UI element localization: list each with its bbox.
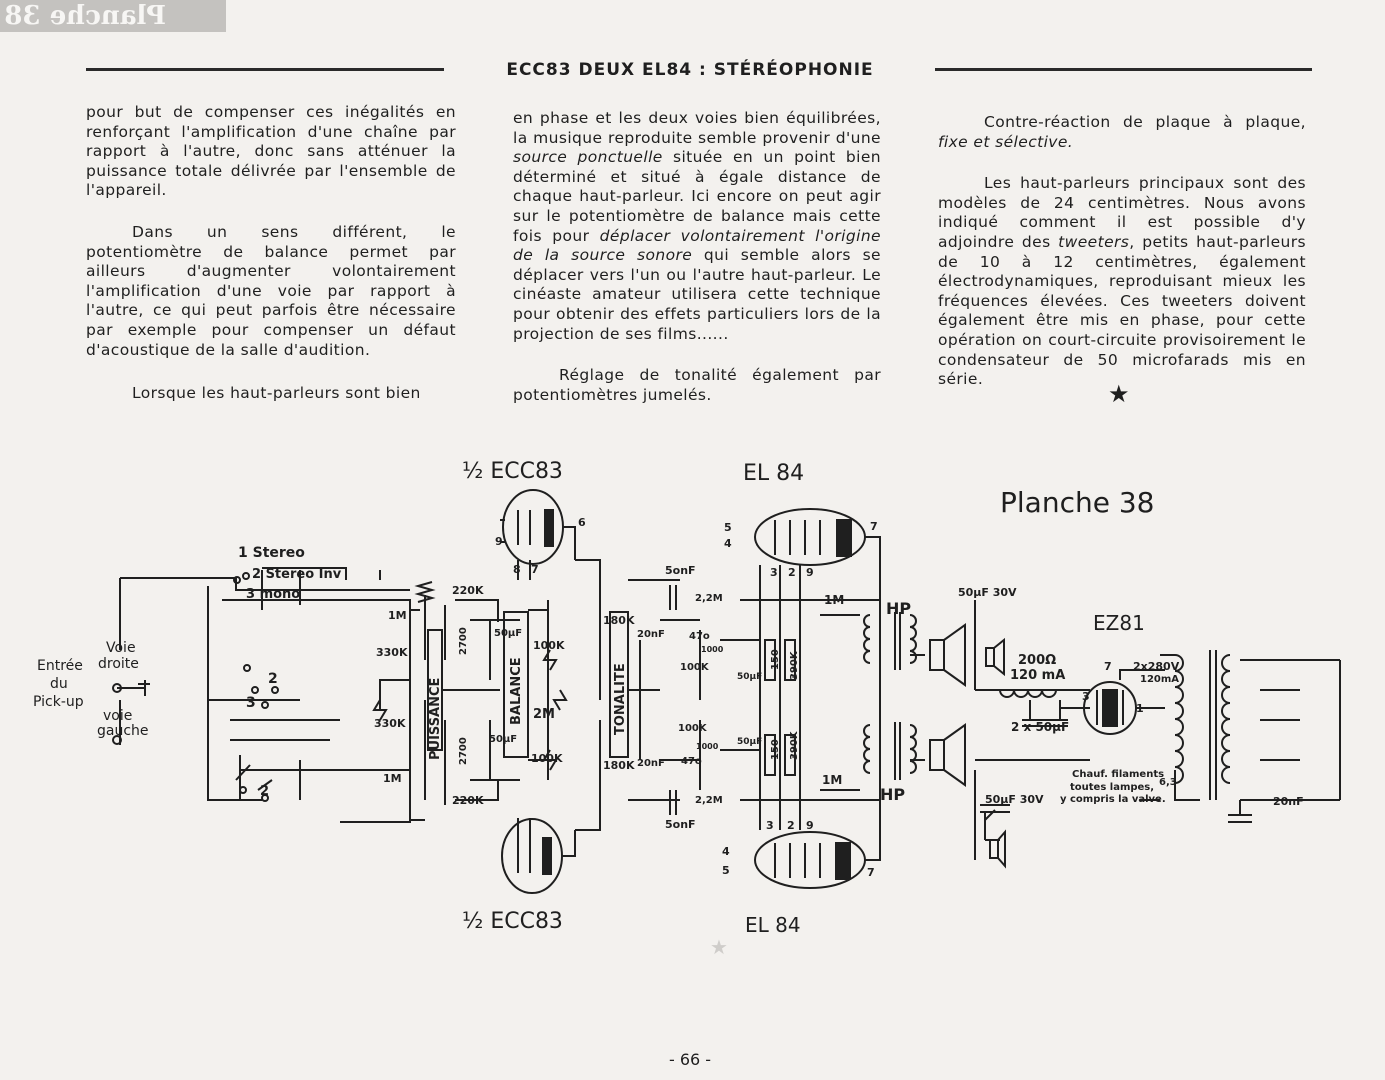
label-c-100o-top: 1000 [701,645,724,654]
label-c-100o-bottom: 1000 [696,742,719,751]
corner-tab: Planche 38 [0,0,226,32]
label-v-63: 6,3 [1159,777,1177,788]
col3-p2-a: Les haut-parleurs principaux sont des modèles de 24 centimètres. Nous avons indiqué comment il est possible d'y adjoindre des [938,174,1306,251]
col2-p1-a: en phase et les deux voies bien équilibrées, la musique reproduite semble provenir d'une [513,109,881,147]
col1-paragraph-3: Lorsque les haut-parleurs sont bien [132,384,421,403]
pin-7-el84-top: 7 [870,520,878,533]
col2-paragraph-2: Réglage de tonalité également par potentiomètres jumelés. [513,366,881,404]
pin-7-ez81: 7 [1104,660,1112,673]
label-c-20nf-top: 20nF [637,629,665,640]
label-r-390k-bottom: 390K [789,731,800,760]
label-heater-1: Chauf. filaments [1072,769,1165,780]
label-r-22m-bottom: 2,2M [695,795,723,806]
label-r-330k-bottom: 330K [374,717,406,730]
pin-7-el84-bottom: 7 [867,866,875,879]
label-r-2m: 2M [533,707,555,722]
label-r-150-bottom: 150 [770,739,781,760]
pin-2-bottom: 2 [787,819,795,832]
label-c-20nf-bottom: 20nF [637,758,665,769]
pin-3-top: 3 [770,566,778,579]
label-hp-bottom: HP [880,785,906,804]
label-puissance: PUISSANCE [428,677,443,760]
label-r-100k-tone-top: 100K [680,662,709,673]
pin-1-ez81: 1 [1136,702,1144,715]
label-input-2: du [50,676,68,692]
label-r-220k-bottom: 220K [452,794,484,807]
label-r-390k-top: 390K [789,651,800,680]
label-switch-stereo-inv: 2 Stereo Inv [252,567,342,582]
label-input-1: Entrée [37,658,83,674]
label-c-20nf-b: 20nF [1273,795,1304,808]
pin-4-top: 4 [724,537,732,550]
label-r-220k-top: 220K [452,584,484,597]
label-r-22m-top: 2,2M [695,593,723,604]
col3-p2-b: , petits haut-parleurs de 10 à 12 centimètres, également électrodynamiques, reproduisant mieux les fréquences élevées. Ces tweeters doivent également être mis en phase, pour cette opération on court-circuite provisoirement le condensateur de 50 microfarads mis en série. [938,232,1306,389]
label-voie-droite-2: droite [98,656,139,672]
label-hp-top: HP [886,599,912,618]
label-r-180k-bottom: 180K [603,759,635,772]
label-r-1m-bottom: 1M [383,772,402,785]
label-v-2x280v: 2x280V [1133,660,1180,673]
label-tonalite: TONALITE [613,663,628,735]
label-r-100k-tone-bottom: 100K [678,723,707,734]
label-c-50uf-30v-top: 50µF 30V [958,586,1017,599]
pin-7: 7 [531,563,539,576]
col3-p1-a: Contre-réaction de plaque à plaque, [984,113,1306,131]
label-heater-3: y compris la valve. [1060,794,1166,805]
col3-p2-em: tweeters [1058,232,1130,251]
label-ez81: EZ81 [1093,611,1145,635]
switch-pos-2: 2 [268,671,278,687]
label-r-180k-top: 180K [603,614,635,627]
col2-p1-c: qui semble alors se déplacer vers l'un ou l'autre haut-parleur. Le cinéaste amateur utilisera cette technique pour obtenir des effets particuliers lors de la projection de ses films...... [513,246,881,343]
label-balance: BALANCE [509,657,524,725]
label-c-47o-top: 47o [689,631,710,642]
star-ornament-faint: ★ [710,935,728,959]
label-voie-gauche-1: voie [103,708,133,724]
label-voie-gauche-2: gauche [97,723,149,739]
col1-paragraph-2: Dans un sens différent, le potentiomètre de balance permet par ailleurs d'augmenter volontairement l'amplification d'une voie par rapport à l'autre, ce qui peut parfois être nécessaire par exemple pour compenser un défaut d'acoustique de la salle d'audition. [86,222,456,359]
pin-5-bottom: 5 [722,864,730,877]
label-ecc83-bottom: ½ ECC83 [462,909,563,934]
col1-paragraph-1: pour but de compenser ces inégalités en renforçant l'amplification d'une chaîne par rapport à l'autre, donc sans atténuer la puissance totale délivrée par l'ensemble de l'appareil. [86,103,456,200]
schematic-title: Planche 38 [1000,486,1155,519]
label-c-50u-el84-bottom: 50µF [737,737,763,747]
col2-p1-em1: source ponctuelle [513,148,663,167]
switch-pos-3: 3 [246,695,256,711]
label-c-50uf-30v-bottom: 50µF 30V [985,793,1044,806]
label-r-330k-top: 330K [376,646,408,659]
label-c-50u-el84-top: 50µF [737,672,763,682]
label-voie-droite-1: Voie [106,640,136,656]
label-i-120ma: 120 mA [1010,668,1066,683]
label-r-100k-bottom: 100K [531,752,563,765]
pin-3-ez81: 3 [1082,690,1090,703]
pin-9-bottom: 9 [806,819,814,832]
label-i-120ma-b: 120mA [1140,674,1180,685]
label-r-100k-top: 100K [533,639,565,652]
label-c-5onf-top: 5onF [665,564,696,577]
label-switch-stereo: 1 Stereo [238,545,305,561]
label-switch-mono: 3 mono [246,587,301,602]
pin-9-top: 9 [806,566,814,579]
col2-p1-b: située en un point bien déterminé et situé à égale distance de chaque haut-parleur. Ici encore on peut agir sur le potentiomètre de balance mais cette fois pour [513,148,882,245]
pin-5-top: 5 [724,521,732,534]
label-c-5onf-bottom: 5onF [665,818,696,831]
label-el84-top: EL 84 [743,461,805,486]
col3-p1-em: fixe et sélective. [938,132,1074,151]
col2-p1-em2: déplacer volontairement l'origine de la source sonore [513,226,881,265]
label-c-47o-bottom: 47o [681,756,702,767]
label-r-1m-el84-bottom: 1M [822,773,843,787]
label-input-3: Pick-up [33,694,84,710]
page-number: - 66 - [668,1050,712,1069]
label-c-2x50uf: 2 x 50µF [1011,720,1070,734]
label-r-2700-top: 2700 [458,627,469,655]
label-el84-bottom: EL 84 [745,913,801,937]
pin-8: 8 [513,563,521,576]
label-r-200ohm: 200Ω [1018,653,1057,668]
page-header-title: ECC83 DEUX EL84 : STÉRÉOPHONIE [506,60,874,80]
pin-3-bottom: 3 [766,819,774,832]
pin-4-bottom: 4 [722,845,730,858]
pin-2-top: 2 [788,566,796,579]
label-r-1m-top: 1M [388,609,407,622]
label-r-2700-bottom: 2700 [458,737,469,765]
pin-9: 9 [495,535,503,548]
label-ecc83-top: ½ ECC83 [462,459,563,484]
label-r-150-top: 150 [770,649,781,670]
pin-6: 6 [578,516,586,529]
star-ornament: ★ [1108,380,1130,408]
switch-pos-2b: 2 [260,784,270,799]
label-heater-2: toutes lampes, [1070,782,1155,793]
label-c-50uf-bottom: 50µF [489,734,518,745]
label-c-50uf-top: 50µF [494,628,523,639]
label-r-1m-el84-top: 1M [824,593,845,607]
